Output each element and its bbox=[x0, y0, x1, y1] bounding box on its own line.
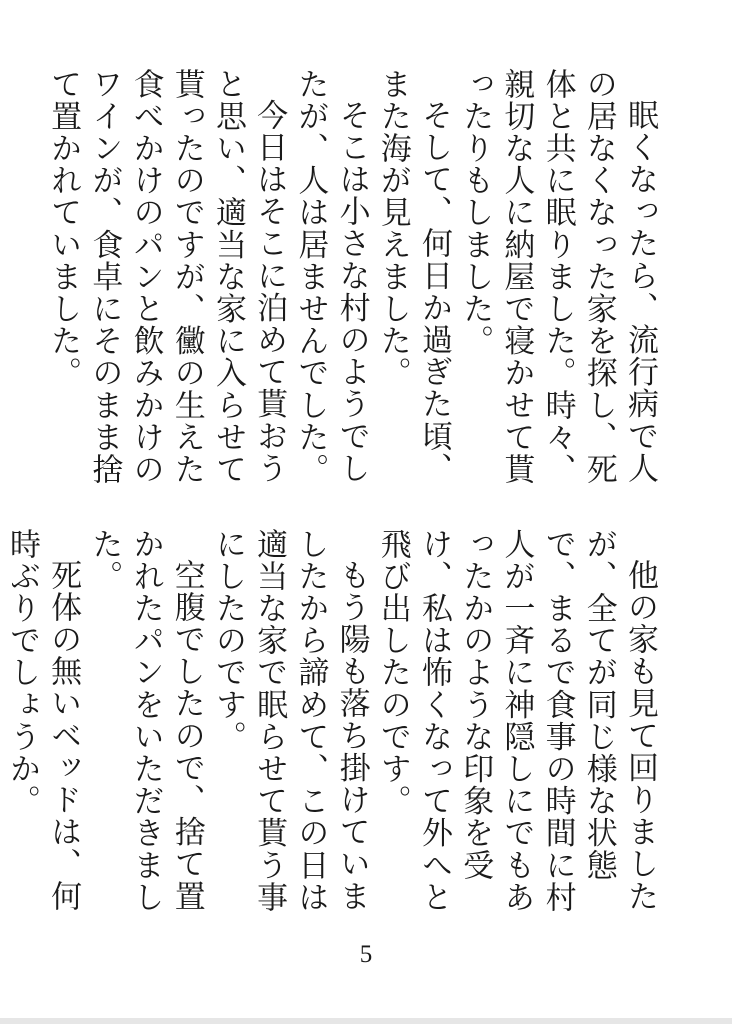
bottom-divider bbox=[0, 1018, 732, 1024]
paragraph: 眠くなったら、流行病で人の居なくなった家を探し、死体と共に眠りました。時々、親切な人に納屋で寝かせて貰ったりもしました。 bbox=[457, 68, 658, 486]
paragraph: もう陽も落ち掛けていましたから諦めて、この日は適当な家で眠らせて貰う事にしたのです。 bbox=[209, 528, 370, 914]
paragraph: そこは小さな村のようでしたが、人は居ませんでした。 bbox=[292, 68, 370, 486]
paragraph: 空腹でしたので、捨て置かれたパンをいただきました。 bbox=[86, 528, 205, 914]
page-number: 5 bbox=[359, 941, 373, 968]
paragraph: そして、何日か過ぎた頃、また海が見えました。 bbox=[374, 68, 452, 485]
paragraph bbox=[0, 528, 1, 943]
paragraph: 他の家も見て回りましたが、全てが同じ様な状態で、まるで食事の時間に村人が一斉に神隠しにでもあったかのような印象を受け、私は怖くなって外へと飛び出したのです。 bbox=[374, 528, 658, 914]
paragraph: 今日はそこに泊めて貰おうと思い、適当な家に入らせて貰ったのですが、黴の生えた食べかけのパンと飲みかけのワインが、食卓にそのまま捨て置かれていました。 bbox=[45, 68, 288, 486]
paragraph: 死体の無いベッドは、何時ぶりでしょうか。 bbox=[3, 528, 82, 913]
text-block-bottom bbox=[3, 528, 660, 943]
text-block-top bbox=[45, 68, 660, 508]
